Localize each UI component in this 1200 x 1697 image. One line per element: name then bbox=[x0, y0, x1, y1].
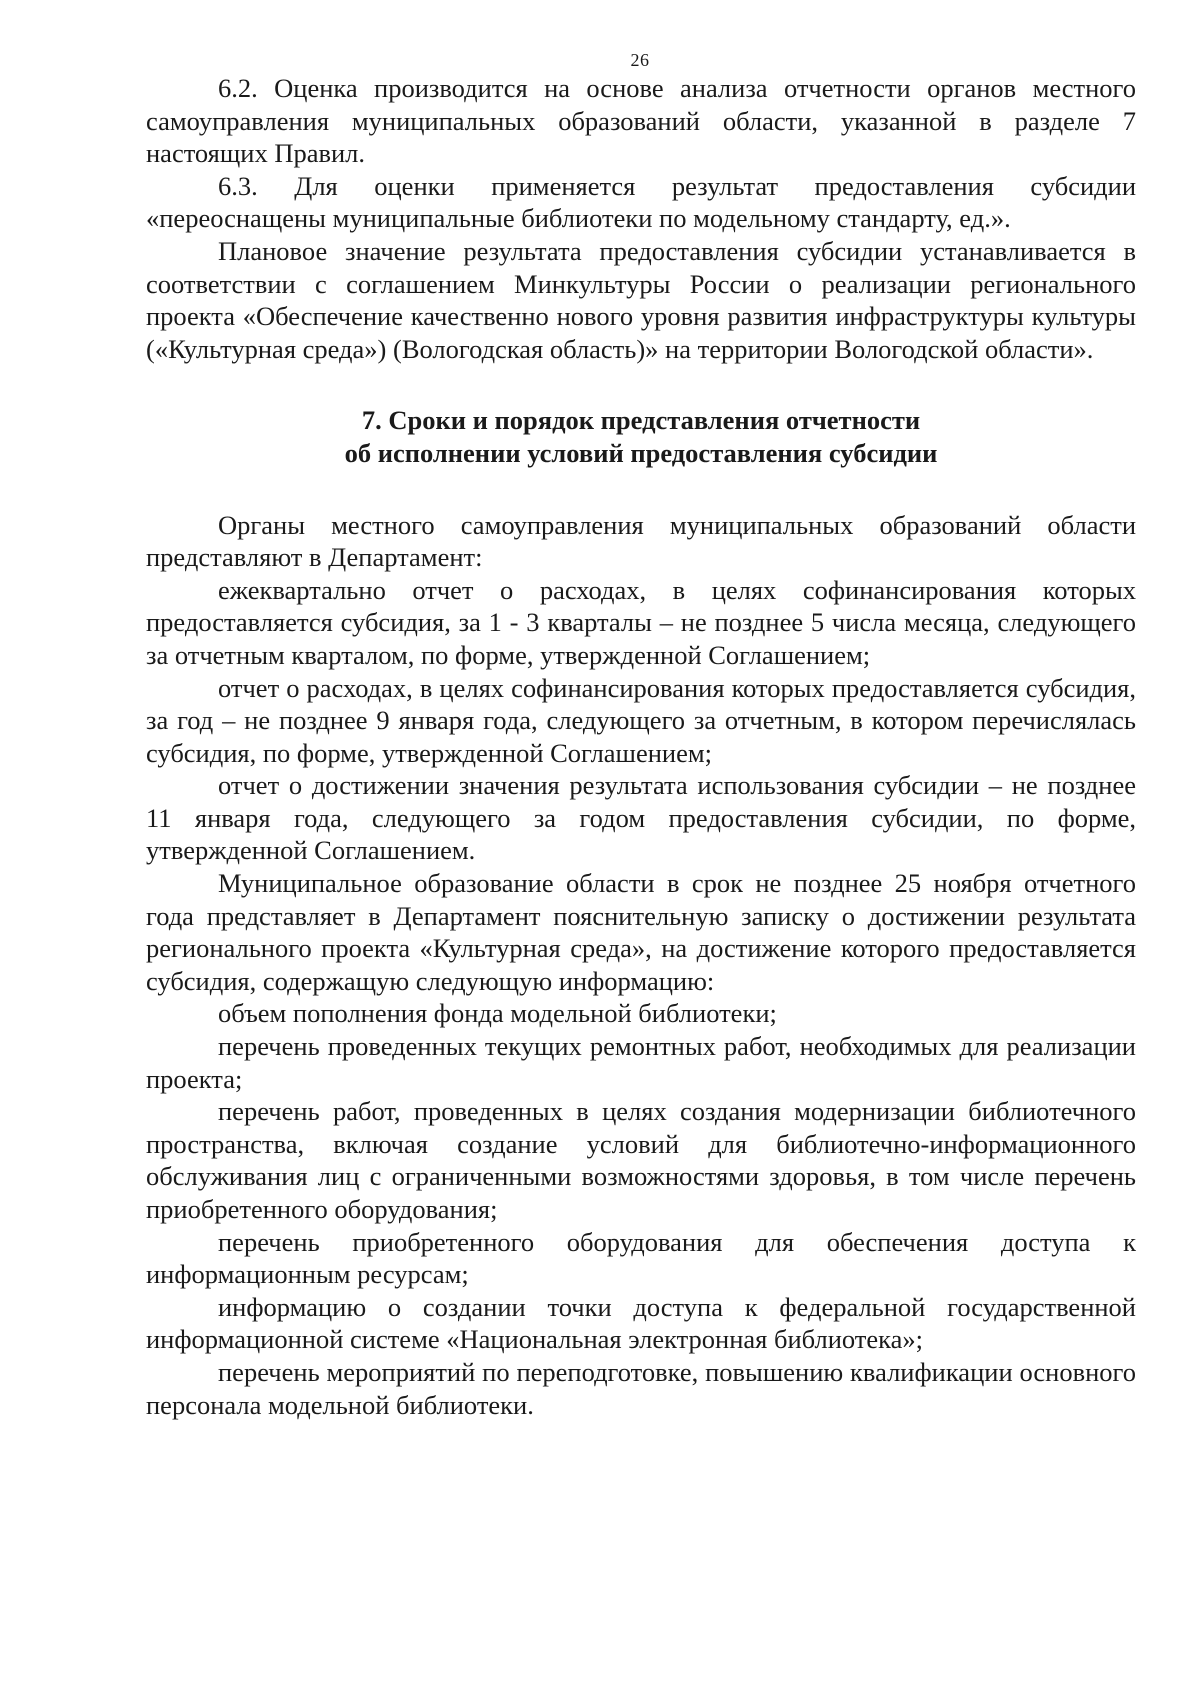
section-heading-line-2: об исполнении условий предоставления субсидии bbox=[344, 437, 938, 468]
paragraph-intro: Органы местного самоуправления муниципальных образований области представляют в Департамент: bbox=[146, 509, 1136, 573]
page-number: 26 bbox=[630, 50, 650, 70]
paragraph-6-3: 6.3. Для оценки применяется результат предоставления субсидии «переоснащены муниципальные библиотеки по модельному стандарту, ед.». bbox=[146, 170, 1136, 234]
list-item-training: перечень мероприятий по переподготовке, повышению квалификации основного персонала модельной библиотеки. bbox=[146, 1356, 1136, 1420]
paragraph-planned-value: Плановое значение результата предоставления субсидии устанавливается в соответствии с соглашением Минкультуры России о реализации регионального проекта «Обеспечение качественно нового уровня развития инфраструктуры культуры («Культурная среда») (Вологодская область)» на территории Вологодской области». bbox=[146, 235, 1136, 364]
section-heading bbox=[146, 404, 1136, 469]
paragraph-quarterly-report: ежеквартально отчет о расходах, в целях софинансирования которых предоставляется субсидия, за 1 - 3 кварталы – не позднее 5 числа месяца, следующего за отчетным кварталом, по форме, утвержденной Соглашением; bbox=[146, 574, 1136, 670]
list-item-access-point: информацию о создании точки доступа к федеральной государственной информационной системе «Национальная электронная библиотека»; bbox=[146, 1291, 1136, 1355]
list-item-modernization: перечень работ, проведенных в целях создания модернизации библиотечного пространства, включая создание условий для библиотечно-информационного обслуживания лиц с ограниченными возможностями здоровья, в том числе перечень приобретенного оборудования; bbox=[146, 1096, 1136, 1224]
paragraph-result-report: отчет о достижении значения результата использования субсидии – не позднее 11 января года, следующего за годом предоставления субсидии, по форме, утвержденной Соглашением. bbox=[146, 770, 1136, 866]
paragraph-6-2: 6.2. Оценка производится на основе анализа отчетности органов местного самоуправления муниципальных образований области, указанной в разделе 7 настоящих Правил. bbox=[146, 73, 1136, 169]
paragraph-annual-report: отчет о расходах, в целях софинансирования которых предоставляется субсидия, за год – не позднее 9 января года, следующего за отчетным, в котором перечислялась субсидия, по форме, утвержденной Соглашением; bbox=[146, 672, 1136, 768]
list-item-equipment: перечень приобретенного оборудования для обеспечения доступа к информационным ресурсам; bbox=[146, 1226, 1136, 1290]
list-item-repairs: перечень проведенных текущих ремонтных работ, необходимых для реализации проекта; bbox=[146, 1031, 1136, 1094]
list-item-fund: объем пополнения фонда модельной библиотеки; bbox=[218, 998, 777, 1029]
document-body bbox=[146, 72, 1136, 1421]
section-heading-line-1: 7. Сроки и порядок представления отчетности bbox=[361, 405, 921, 436]
paragraph-explanatory-note: Муниципальное образование области в срок не позднее 25 ноября отчетного года представляет в Департамент пояснительную записку о достижении результата регионального проекта «Культурная среда», на достижение которого предоставляется субсидия, содержащую следующую информацию: bbox=[146, 868, 1136, 996]
